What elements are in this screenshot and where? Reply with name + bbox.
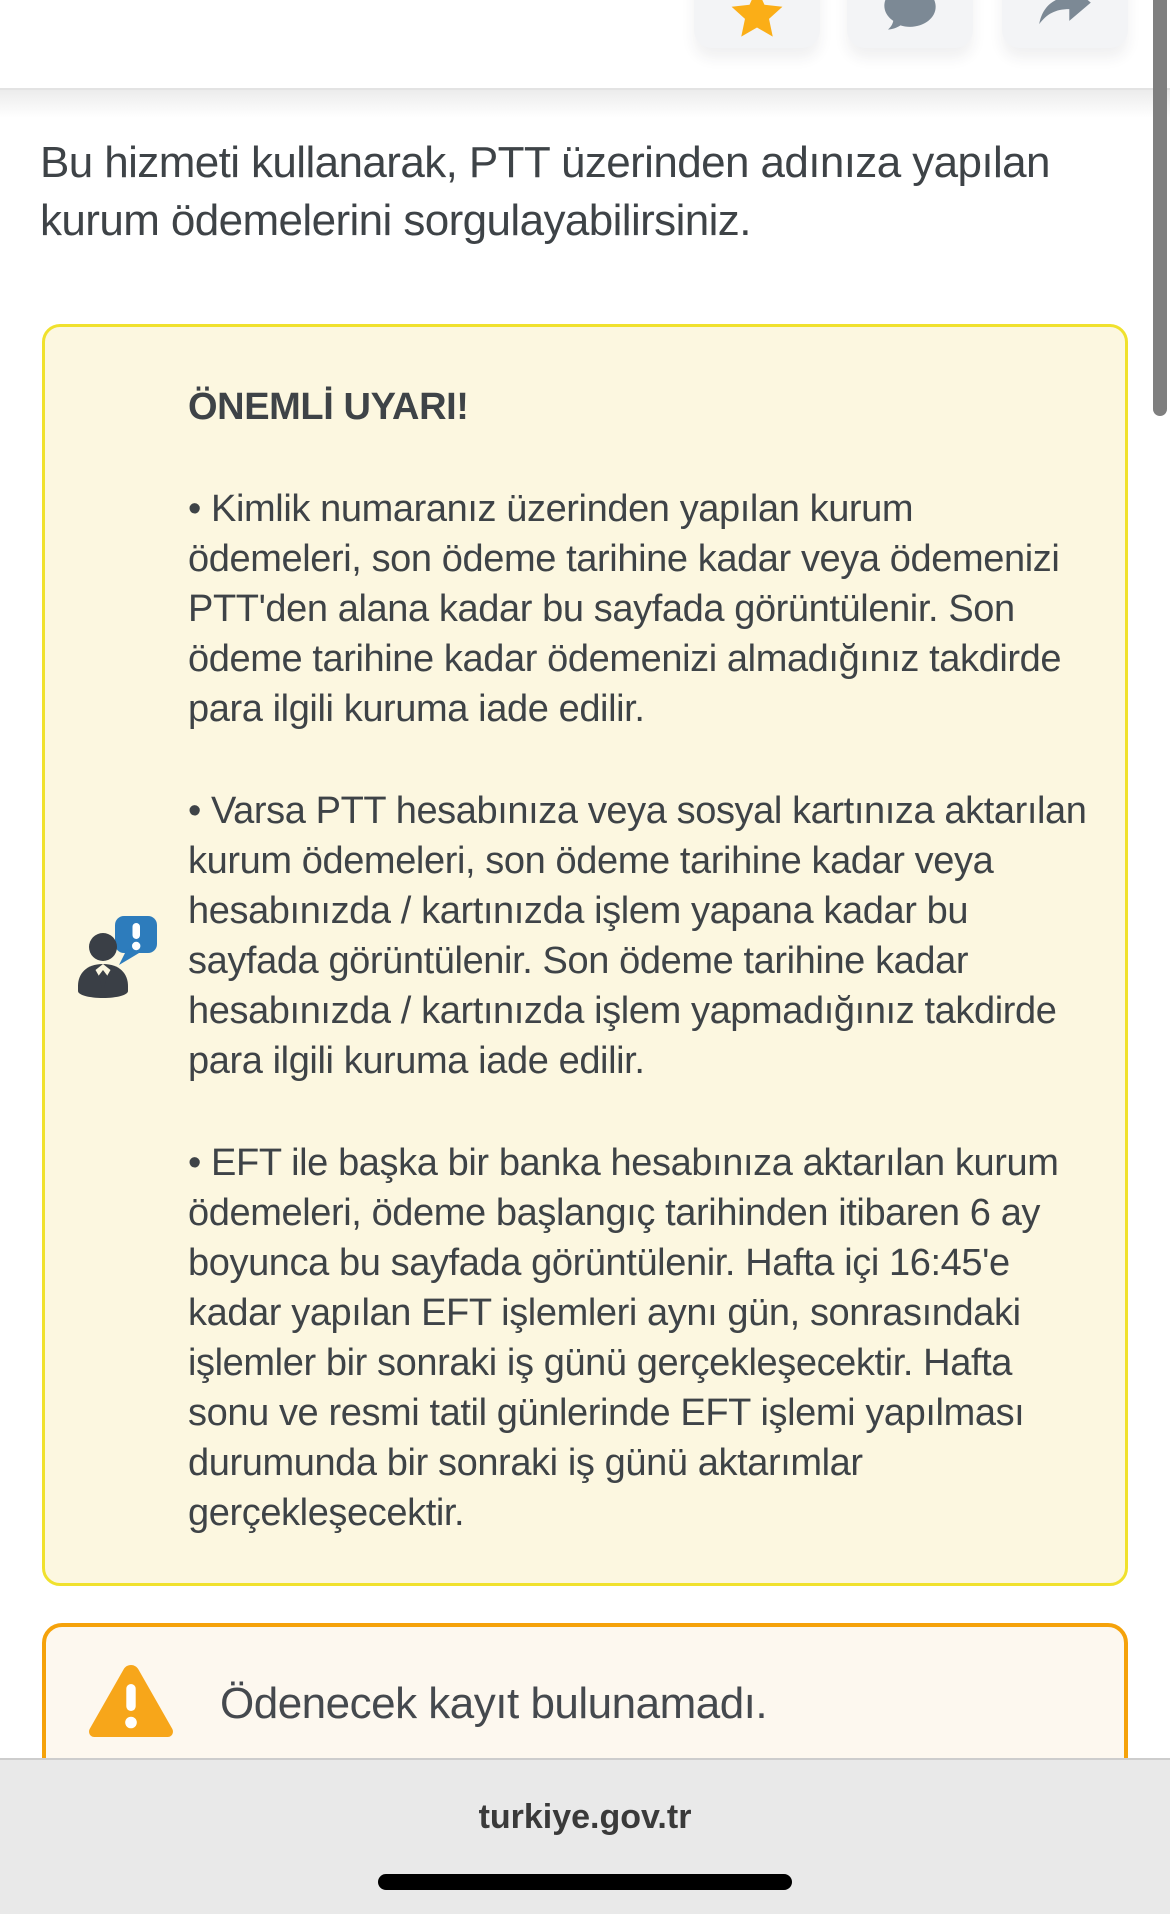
service-description: Bu hizmeti kullanarak, PTT üzerinden adınıza yapılan kurum ödemelerini sorgulayabilirsiniz. bbox=[40, 138, 1050, 245]
service-toolbar bbox=[0, 0, 1170, 90]
notice-title: ÖNEMLİ UYARI! bbox=[188, 386, 469, 428]
footer-brand: turkiye.gov.tr bbox=[478, 1798, 692, 1836]
notice-text bbox=[188, 382, 1087, 1538]
important-notice-box bbox=[42, 324, 1128, 1586]
app-footer bbox=[0, 1758, 1170, 1914]
share-button[interactable] bbox=[1002, 0, 1128, 48]
home-indicator[interactable] bbox=[378, 1874, 792, 1890]
scrollbar-thumb[interactable] bbox=[1153, 0, 1167, 416]
person-alert-icon bbox=[45, 911, 188, 1009]
notice-paragraph: • Varsa PTT hesabınıza veya sosyal kartınıza aktarılan kurum ödemeleri, son ödeme tarihine kadar veya hesabınızda / kartınızda işlem yapana kadar bu sayfada görüntülenir. Son ödeme tarihine kadar hesabınızda / kartınızda işlem yapmadığınız takdirde para ilgili kuruma iade edilir. bbox=[188, 790, 1087, 1082]
feedback-button[interactable] bbox=[847, 0, 973, 48]
empty-state-message: Ödenecek kayıt bulunamadı. bbox=[220, 1678, 768, 1728]
notice-paragraph: • EFT ile başka bir banka hesabınıza aktarılan kurum ödemeleri, ödeme başlangıç tarihinden itibaren 6 ay boyunca bu sayfada görüntülenir. Hafta içi 16:45'e kadar yapılan EFT işlemleri aynı gün, sonrasındaki işlemler bir sonraki iş günü gerçekleşecektir. Hafta sonu ve resmi tatil günlerinde EFT işlemi yapılması durumunda bir sonraki iş günü aktarımlar gerçekleşecektir. bbox=[188, 1142, 1059, 1534]
header-shadow bbox=[0, 90, 1170, 118]
warning-triangle-icon bbox=[86, 1661, 176, 1746]
favorite-button[interactable] bbox=[694, 0, 820, 48]
notice-paragraph: • Kimlik numaranız üzerinden yapılan kurum ödemeleri, son ödeme tarihine kadar veya ödemenizi PTT'den alana kadar bu sayfada görüntülenir. Son ödeme tarihine kadar ödemenizi almadığınız takdirde para ilgili kuruma iade edilir. bbox=[188, 488, 1062, 730]
